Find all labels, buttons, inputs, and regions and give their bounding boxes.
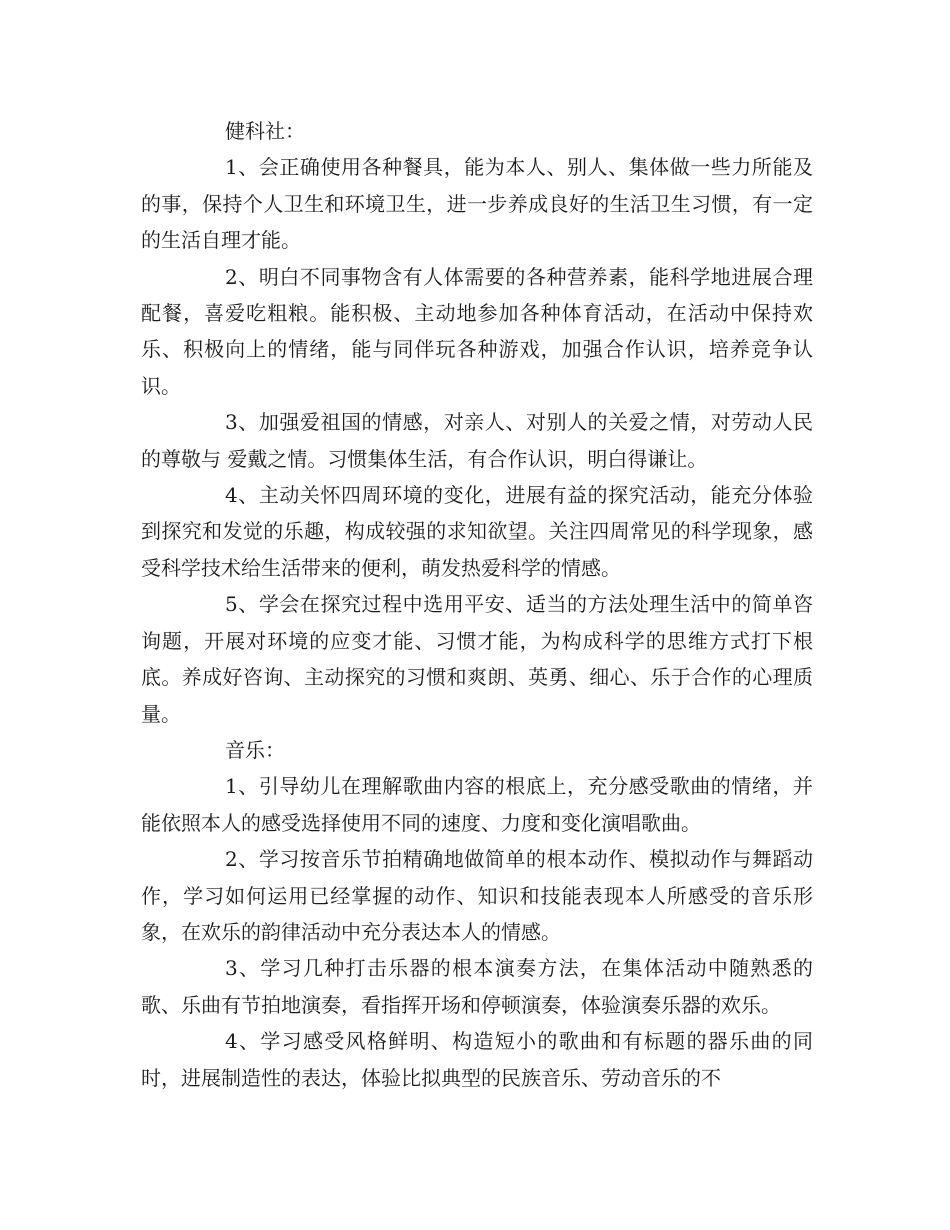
section-heading-music: 音乐： <box>225 737 285 762</box>
paragraph-health-science-1: 1、会正确使用各种餐具，能为本人、别人、集体做一些力所能及的事，保持个人卫生和环境卫生，进一步养成良好的生活卫生习惯，有一定的生活自理才能。 <box>141 155 813 253</box>
document-body <box>141 113 813 1096</box>
paragraph-health-science-2: 2、明白不同事物含有人体需要的各种营养素，能科学地进展合理配餐，喜爱吃粗粮。能积极、主动地参加各种体育活动，在活动中保持欢乐、积极向上的情绪，能与同伴玩各种游戏，加强合作认识，培养竞争认识。 <box>141 264 813 398</box>
paragraph-music-3: 3、学习几种打击乐器的根本演奏方法，在集体活动中随熟悉的歌、乐曲有节拍地演奏，看指挥开场和停顿演奏，体验演奏乐器的欢乐。 <box>141 956 813 1017</box>
paragraph-music-4: 4、学习感受风格鲜明、构造短小的歌曲和有标题的器乐曲的同时，进展制造性的表达，体验比拟典型的民族音乐、劳动音乐的不 <box>141 1029 813 1090</box>
paragraph-health-science-3: 3、加强爱祖国的情感，对亲人、对别人的关爱之情，对劳动人民的尊敬与 爱戴之情。习惯集体生活，有合作认识，明白得谦让。 <box>141 410 813 471</box>
paragraph-health-science-4: 4、主动关怀四周环境的变化，进展有益的探究活动，能充分体验到探究和发觉的乐趣，构成较强的求知欲望。关注四周常见的科学现象，感受科学技术给生活带来的便利，萌发热爱科学的情感。 <box>141 483 813 580</box>
paragraph-music-1: 1、引导幼儿在理解歌曲内容的根底上，充分感受歌曲的情绪，并能依照本人的感受选择使用不同的速度、力度和变化演唱歌曲。 <box>141 774 813 835</box>
section-heading-health-science: 健科社： <box>225 119 305 143</box>
paragraph-health-science-5: 5、学会在探究过程中选用平安、适当的方法处理生活中的简单咨询题，开展对环境的应变才能、习惯才能，为构成科学的思维方式打下根底。养成好咨询、主动探究的习惯和爽朗、英勇、细心、乐于合作的心理质量。 <box>141 592 813 726</box>
paragraph-music-2: 2、学习按音乐节拍精确地做简单的根本动作、模拟动作与舞蹈动作，学习如何运用已经掌握的动作、知识和技能表现本人所感受的音乐形象，在欢乐的韵律活动中充分表达本人的情感。 <box>141 847 813 944</box>
